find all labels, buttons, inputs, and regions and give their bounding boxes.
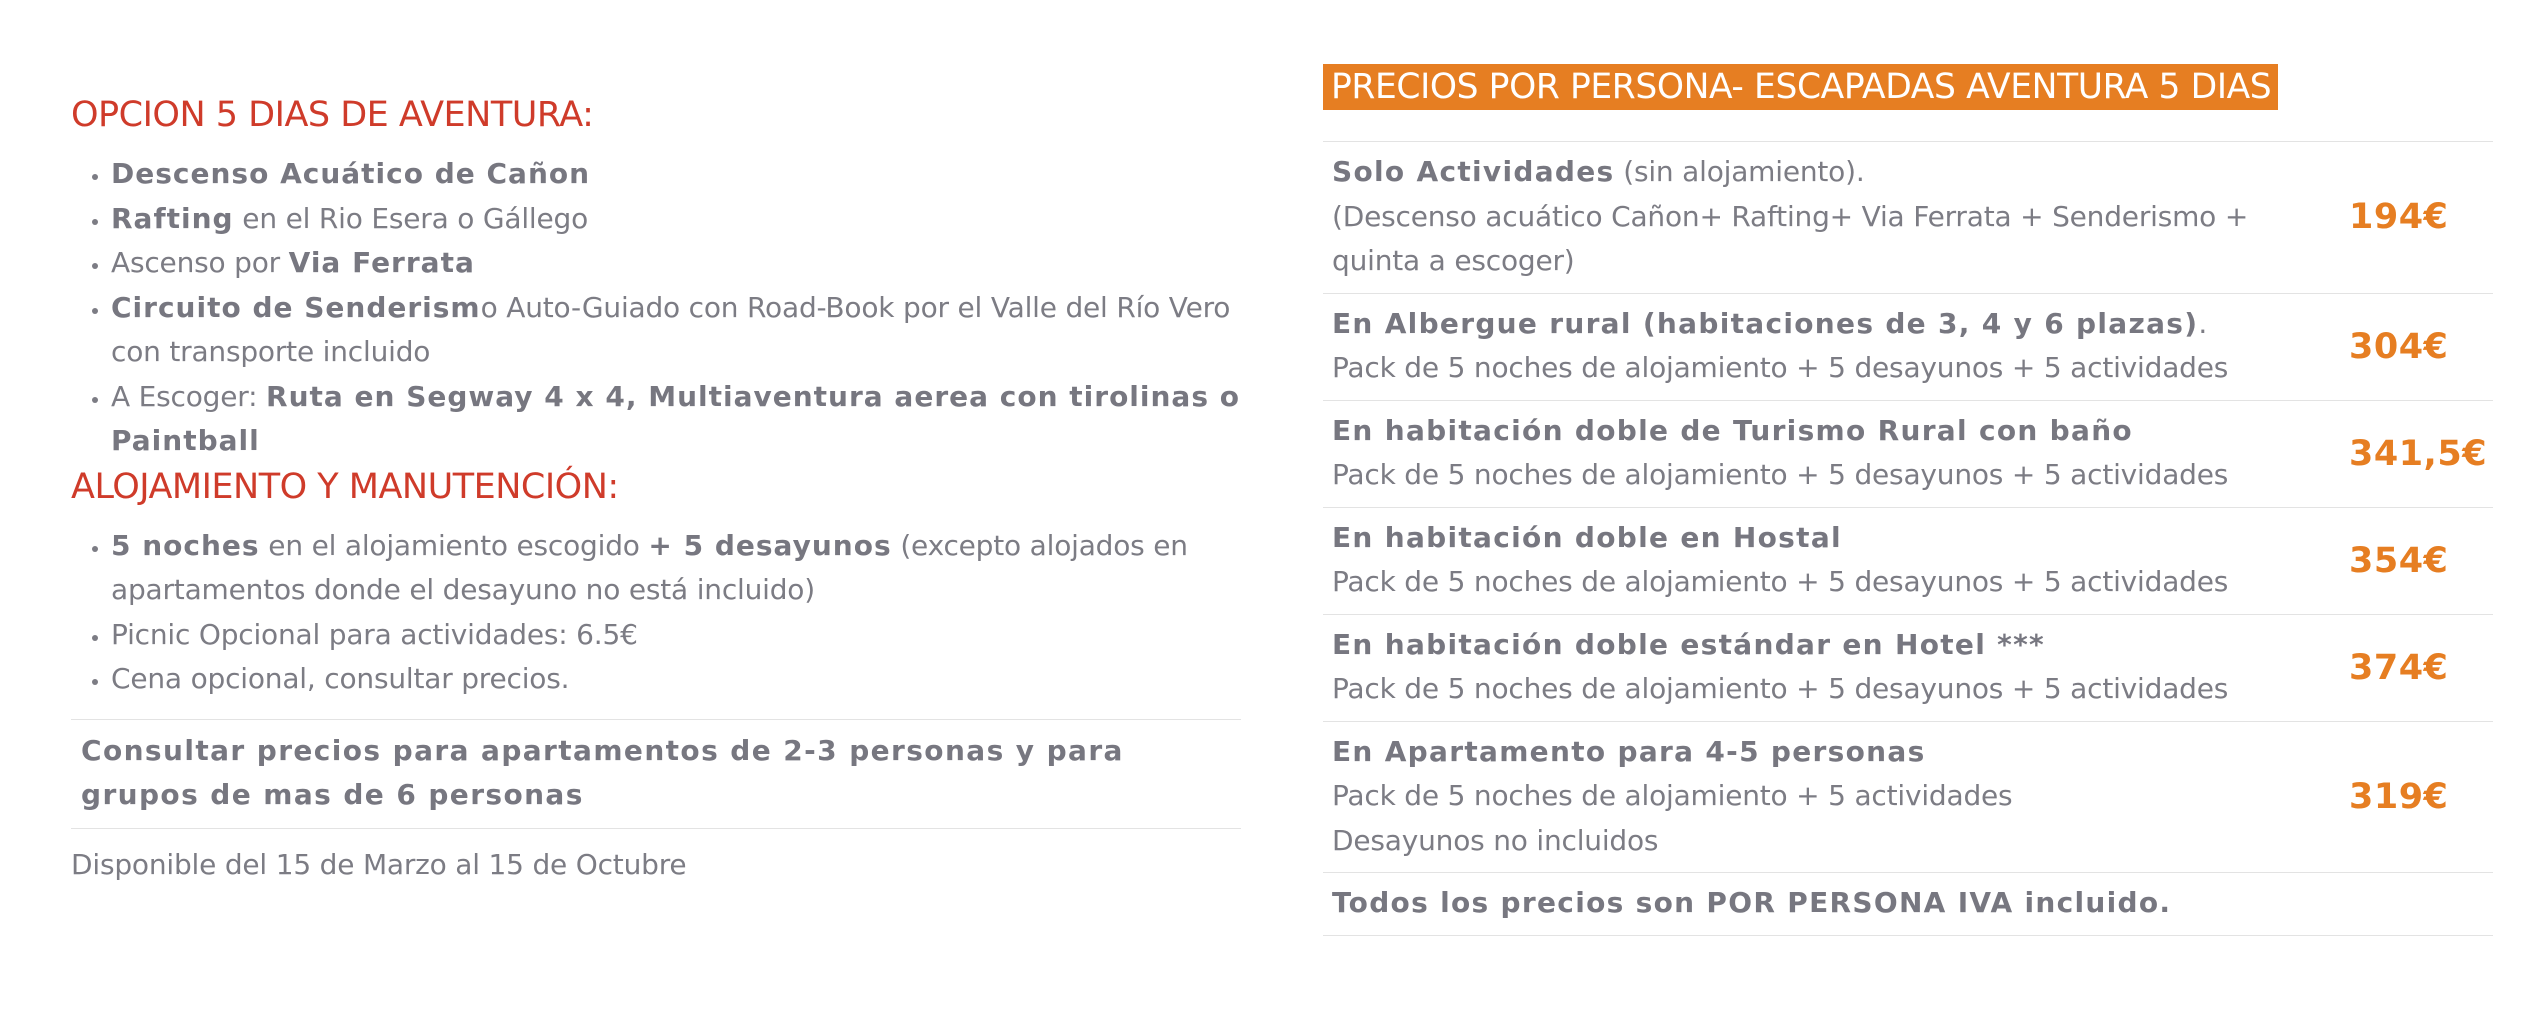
option-suffix: (sin alojamiento). — [1614, 155, 1865, 188]
activity-prefix: Ascenso por — [111, 246, 289, 279]
activity-name: Ruta en Segway 4 x 4, Multiaventura aerea con tirolinas o Paintball — [111, 379, 1240, 457]
nights-label: 5 noches — [111, 528, 260, 562]
option-note: Desayunos no incluidos — [1332, 823, 1659, 857]
availability-text: Disponible del 15 de Marzo al 15 de Octubre — [71, 847, 687, 881]
table-row — [1323, 142, 2493, 294]
section-title-alojamiento: ALOJAMIENTO Y MANUTENCIÓN: — [71, 466, 619, 507]
activity-detail: en el Rio Esera o Gállego — [233, 201, 589, 235]
consult-note-text: Consultar precios para apartamentos de 2-3 personas y para grupos de mas de 6 personas — [81, 733, 1124, 811]
row-description — [1323, 142, 2341, 294]
table-row — [1323, 873, 2493, 936]
option-detail: Pack de 5 noches de alojamiento + 5 desayunos + 5 actividades — [1332, 351, 2229, 384]
table-row — [1323, 614, 2493, 721]
row-description — [1323, 721, 2341, 873]
option-detail: Pack de 5 noches de alojamiento + 5 actividades — [1332, 779, 2013, 812]
option-name: En Albergue rural (habitaciones de 3, 4 y 6 plazas) — [1332, 306, 2199, 340]
list-item — [111, 524, 1241, 613]
price-table — [1323, 141, 2493, 936]
row-price: 354€ — [2341, 507, 2493, 614]
row-description — [1323, 400, 2341, 507]
table-row — [1323, 293, 2493, 400]
prices-title: PRECIOS POR PERSONA- ESCAPADAS AVENTURA 5 DIAS — [1323, 64, 2278, 110]
option-suffix: . — [2198, 306, 2208, 340]
table-row — [1323, 721, 2493, 873]
option-detail: Pack de 5 noches de alojamiento + 5 desayunos + 5 actividades — [1332, 565, 2229, 598]
activity-name: Via Ferrata — [288, 246, 475, 279]
option-name: Solo Actividades — [1332, 155, 1615, 188]
row-description — [1323, 614, 2341, 721]
option-name: En habitación doble en Hostal — [1332, 520, 1842, 554]
row-price: 304€ — [2341, 293, 2493, 400]
option-detail: Pack de 5 noches de alojamiento + 5 desayunos + 5 actividades — [1332, 672, 2229, 705]
list-item: • Cena opcional, consultar precios. — [111, 657, 1241, 702]
activity-name: Descenso Acuático de Cañon — [111, 157, 591, 190]
list-item — [111, 286, 1241, 375]
list-item: • Picnic Opcional para actividades: 6.5€ — [111, 613, 1241, 658]
row-description — [1323, 507, 2341, 614]
item-text: (excepto alojados en apartamentos donde el desayuno no está incluido) — [111, 528, 1188, 606]
table-footer — [1323, 873, 2493, 936]
row-price: 374€ — [2341, 614, 2493, 721]
table-row — [1323, 507, 2493, 614]
alojamiento-list — [71, 524, 1241, 702]
section-title-aventura: OPCION 5 DIAS DE AVENTURA: — [71, 95, 594, 135]
activity-detail: o Auto-Guiado con Road-Book por el Valle del Río Vero con transporte incluido — [111, 290, 1231, 368]
breakfast-label: + 5 desayunos — [648, 528, 892, 562]
right-column — [1323, 64, 2493, 936]
list-item — [111, 241, 1241, 286]
activity-name: Rafting — [111, 201, 234, 235]
option-detail: (Descenso acuático Cañon+ Rafting+ Via Ferrata + Senderismo + quinta a escoger) — [1332, 199, 2249, 277]
item-text: en el alojamiento escogido — [259, 528, 649, 562]
activity-name: Circuito de Senderism — [111, 290, 481, 324]
option-detail: Pack de 5 noches de alojamiento + 5 desayunos + 5 actividades — [1332, 458, 2229, 491]
list-item — [111, 375, 1241, 464]
table-row — [1323, 400, 2493, 507]
option-name: En habitación doble estándar en Hotel *** — [1332, 627, 2045, 661]
aventura-list — [71, 152, 1241, 464]
option-name: En habitación doble de Turismo Rural con baño — [1332, 413, 2133, 447]
consult-note — [71, 719, 1241, 829]
option-name: En Apartamento para 4-5 personas — [1332, 734, 1926, 768]
activity-prefix: A Escoger: — [111, 379, 267, 413]
row-price: 194€ — [2341, 142, 2493, 294]
footer-text: Todos los precios son POR PERSONA IVA incluido. — [1332, 886, 2172, 919]
row-price: 341,5€ — [2341, 400, 2493, 507]
left-column — [71, 92, 1241, 887]
row-price: 319€ — [2341, 721, 2493, 873]
list-item — [111, 152, 1241, 197]
list-item — [111, 197, 1241, 242]
row-description — [1323, 293, 2341, 400]
